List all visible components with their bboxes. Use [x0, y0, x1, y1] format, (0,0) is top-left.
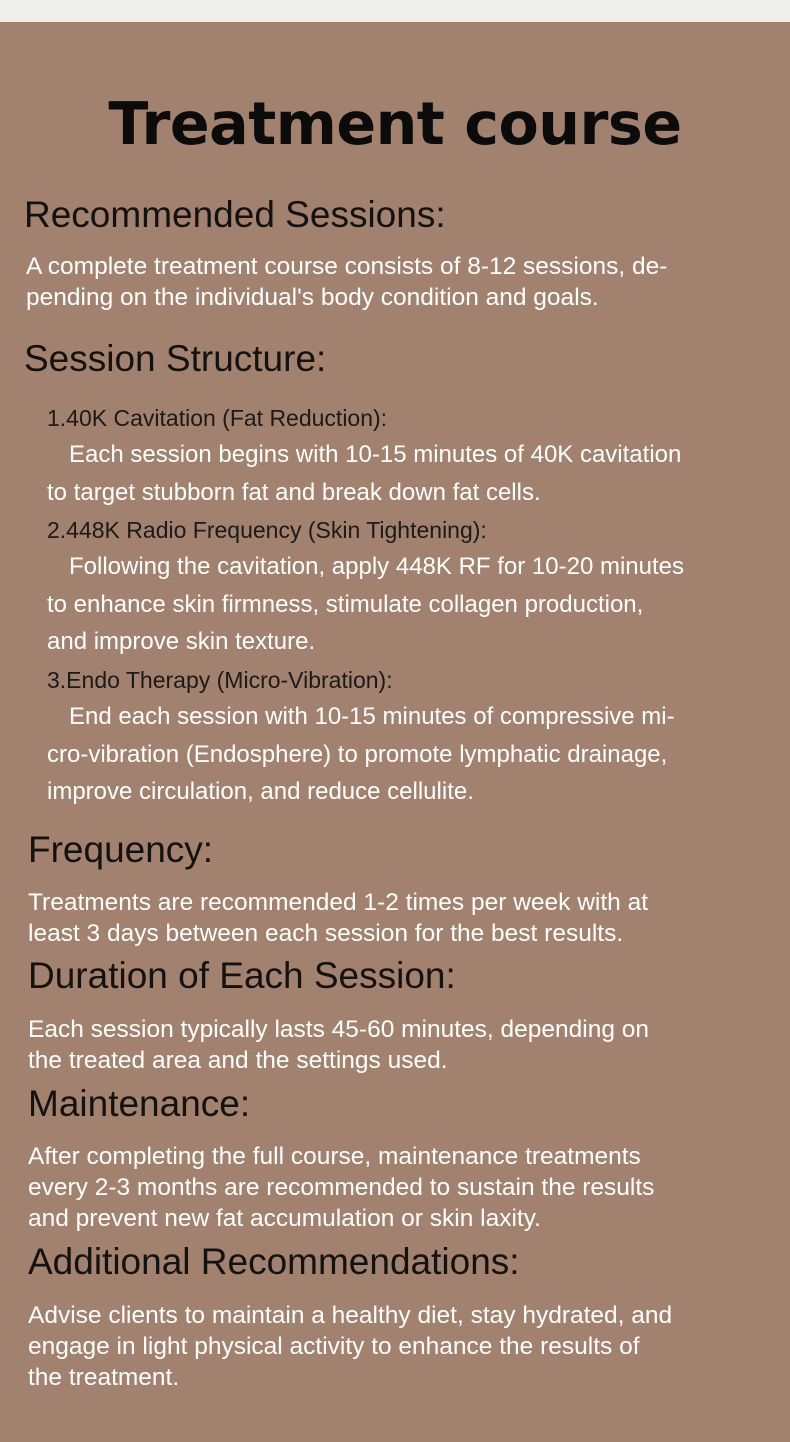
- text-line: improve circulation, and reduce cellulite.: [47, 778, 474, 805]
- text-line: to target stubborn fat and break down fat cells.: [47, 478, 541, 506]
- step-2-title: 2.448K Radio Frequency (Skin Tightening):: [47, 517, 487, 543]
- text-line: the treated area and the settings used.: [28, 1047, 448, 1074]
- text-line: and prevent new fat accumulation or skin laxity.: [28, 1205, 541, 1232]
- page-title: Treatment course: [108, 90, 682, 158]
- text-line: Each session typically lasts 45-60 minutes, depending on: [28, 1016, 650, 1043]
- session-structure-heading: Session Structure:: [24, 338, 327, 379]
- text-line: every 2-3 months are recommended to sustain the results: [28, 1174, 655, 1201]
- frequency-text: [28, 887, 648, 949]
- text-line: Following the cavitation, apply 448K RF for 10-20 minutes: [69, 553, 684, 580]
- frequency-heading: Frequency:: [28, 829, 214, 870]
- text-line: Each session begins with 10-15 minutes of 40K cavitation: [69, 441, 682, 468]
- maintenance-text: [28, 1141, 654, 1234]
- text-line: engage in light physical activity to enhance the results of: [28, 1333, 640, 1360]
- duration-heading: Duration of Each Session:: [28, 955, 456, 996]
- step-3-body: [47, 698, 675, 811]
- text-line: A complete treatment course consists of 8-12 sessions, de-: [26, 253, 668, 280]
- text-line: Advise clients to maintain a healthy diet, stay hydrated, and: [28, 1302, 673, 1329]
- top-band: [0, 0, 790, 22]
- recommended-sessions-text: [26, 251, 667, 313]
- text-line: End each session with 10-15 minutes of compressive mi-: [69, 703, 675, 730]
- recommended-sessions-heading: Recommended Sessions:: [24, 194, 446, 235]
- text-line: the treatment.: [28, 1364, 180, 1391]
- step-1-body: [47, 436, 681, 511]
- additional-recommendations-text: [28, 1300, 672, 1393]
- text-line: Treatments are recommended 1-2 times per week with at: [28, 889, 649, 916]
- step-3-title: 3.Endo Therapy (Micro-Vibration):: [47, 667, 393, 693]
- duration-text: [28, 1014, 649, 1076]
- step-1-title: 1.40K Cavitation (Fat Reduction):: [47, 405, 388, 431]
- text-line: to enhance skin firmness, stimulate collagen production,: [47, 590, 644, 618]
- text-line: and improve skin texture.: [47, 628, 316, 655]
- additional-recommendations-heading: Additional Recommendations:: [28, 1241, 520, 1282]
- text-line: cro-vibration (Endosphere) to promote lymphatic drainage,: [47, 740, 668, 768]
- text-line: least 3 days between each session for the best results.: [28, 920, 624, 947]
- text-line: pending on the individual's body condition and goals.: [26, 284, 599, 311]
- maintenance-heading: Maintenance:: [28, 1083, 251, 1124]
- text-line: After completing the full course, maintenance treatments: [28, 1143, 641, 1170]
- step-2-body: [47, 548, 684, 661]
